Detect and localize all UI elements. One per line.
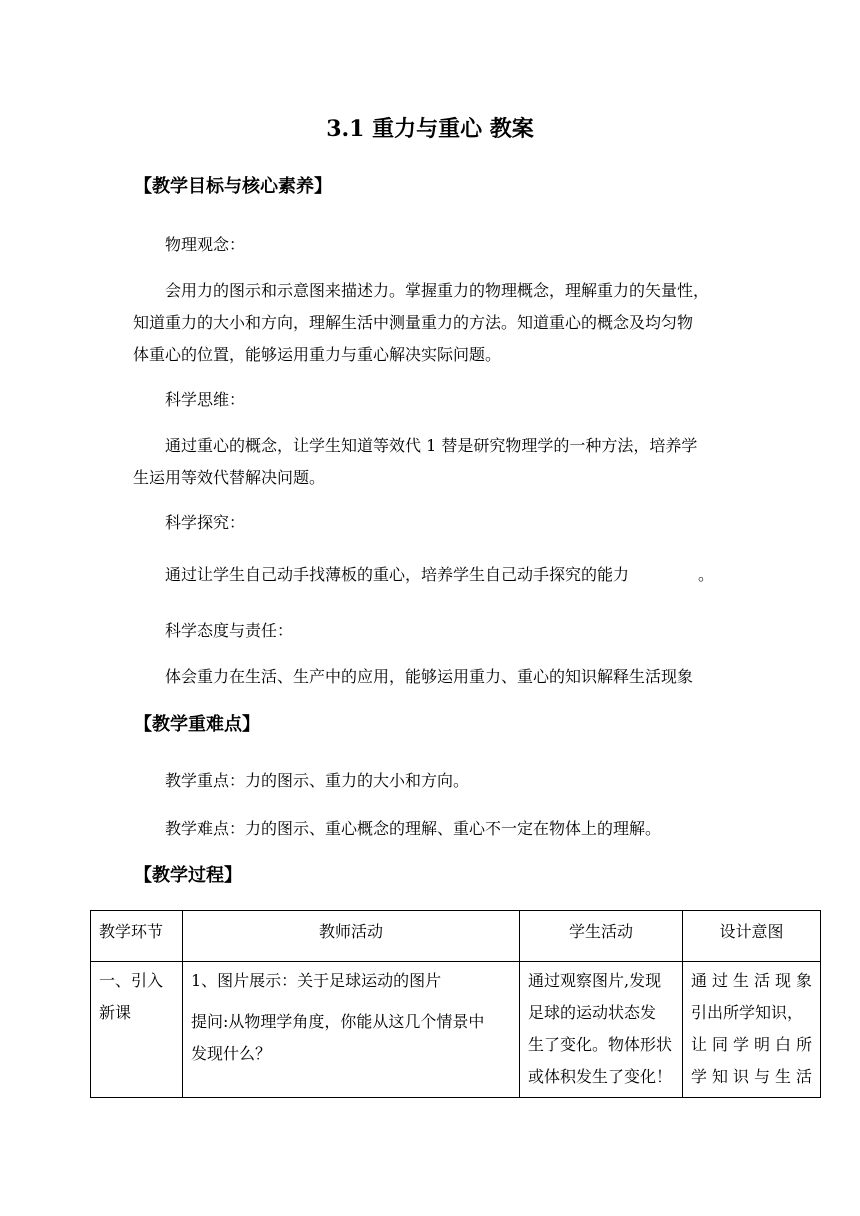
scientific-thinking-line-2: 生运用等效代替解决问题。 [133, 468, 326, 487]
table-header-row [91, 911, 821, 962]
student-line-1: 通过观察图片,发现 [528, 971, 662, 990]
cell-student-activity [520, 962, 683, 1098]
section-heading-key-points: 【教学重难点】 [134, 714, 260, 735]
physics-concept-line-2: 知道重力的大小和方向，理解生活中测量重力的方法。知道重心的概念及均匀物 [133, 313, 694, 332]
stage-line-2: 新课 [99, 1003, 132, 1022]
cell-design-intent [683, 962, 821, 1098]
student-line-4: 或体积发生了变化！ [528, 1067, 673, 1086]
student-line-2: 足球的运动状态发 [528, 1003, 657, 1022]
table-header-stage: 教学环节 [91, 911, 183, 962]
section-heading-goals: 【教学目标与核心素养】 [134, 176, 332, 197]
scientific-thinking-line-1: 通过重心的概念，让学生知道等效代 1 替是研究物理学的一种方法，培养学 [165, 436, 698, 455]
physics-concept-line-3: 体重心的位置，能够运用重力与重心解决实际问题。 [133, 345, 502, 364]
stage-line-1-wrap [99, 970, 176, 992]
intent-line-3: 让同学明白所 [691, 1035, 818, 1054]
cell-stage [91, 962, 183, 1098]
cell-teacher-activity [183, 962, 520, 1098]
key-point-focus: 教学重点：力的图示、重力的大小和方向。 [165, 771, 470, 790]
key-point-difficulty: 教学难点：力的图示、重心概念的理解、重心不一定在物体上的理解。 [165, 819, 662, 838]
attitude-text: 体会重力在生活、生产中的应用，能够运用重力、重心的知识解释生活现象 [165, 667, 694, 686]
label-physics-concept: 物理观念： [165, 235, 246, 254]
label-attitude: 科学态度与责任： [165, 621, 294, 640]
teacher-line-3: 发现什么？ [191, 1044, 272, 1063]
table-header-teacher: 教师活动 [183, 911, 520, 962]
intent-line-1: 通过生活现象 [691, 971, 818, 990]
label-scientific-thinking: 科学思维： [165, 390, 246, 409]
label-scientific-inquiry: 科学探究： [165, 513, 246, 532]
table-header-intent: 设计意图 [683, 911, 821, 962]
intent-line-2: 引出所学知识， [691, 1003, 804, 1022]
lesson-process-table [90, 910, 821, 1098]
table-header-student: 学生活动 [520, 911, 683, 962]
student-line-3: 生了变化。物体形状 [528, 1035, 673, 1054]
teacher-line-1: 1、图片展示：关于足球运动的图片 [191, 971, 442, 990]
teacher-line-2: 提问:从物理学角度，你能从这几个情景中 [191, 1012, 485, 1031]
document-title: 3.1 重力与重心 教案 [326, 116, 534, 142]
table-row [91, 962, 821, 1098]
section-heading-process: 【教学过程】 [134, 865, 242, 886]
physics-concept-line-1: 会用力的图示和示意图来描述力。掌握重力的物理概念，理解重力的矢量性， [165, 281, 710, 300]
scientific-inquiry-trailing: 。 [698, 565, 715, 584]
intent-line-4: 学知识与生活 [691, 1067, 818, 1086]
scientific-inquiry-text: 通过让学生自己动手找薄板的重心，培养学生自己动手探究的能力 [165, 565, 630, 584]
stage-line-1: 一、引入 [99, 971, 164, 990]
